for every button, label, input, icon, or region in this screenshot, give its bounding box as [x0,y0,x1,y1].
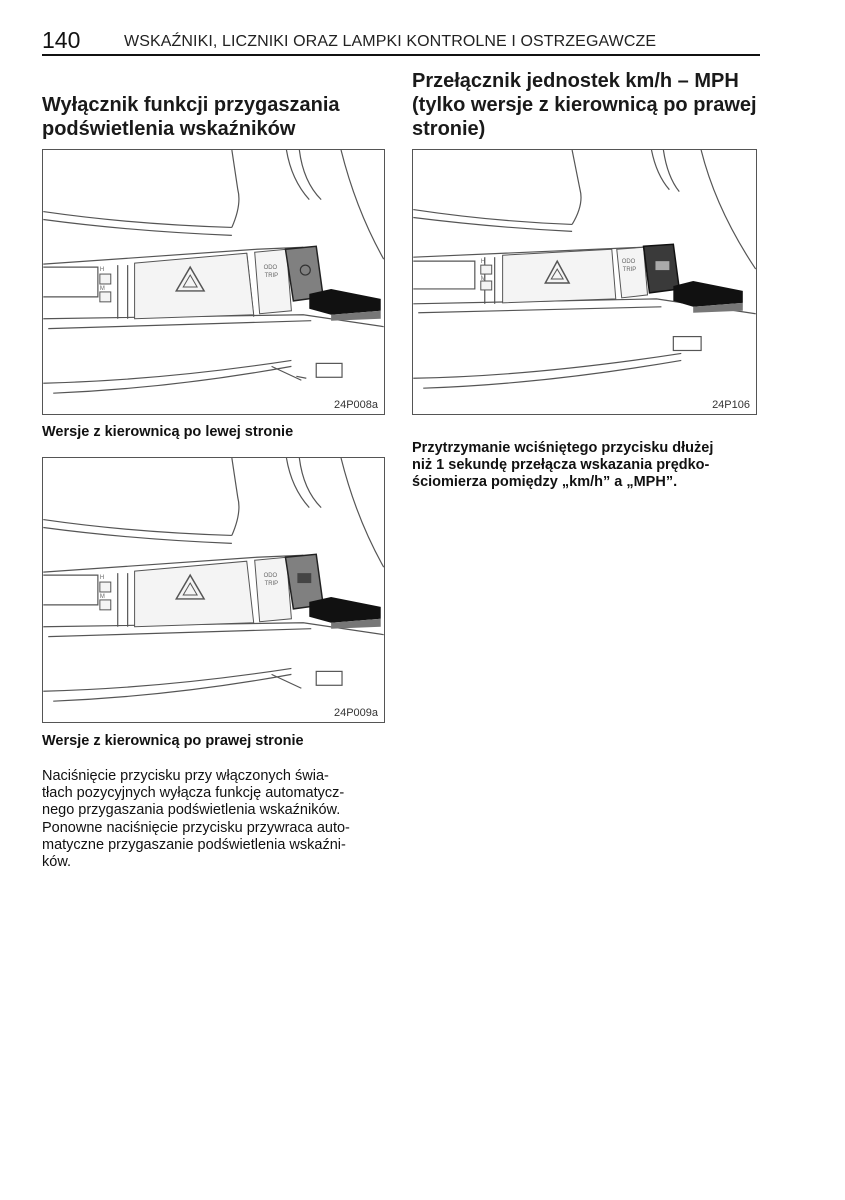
figure-dashboard-lhd [42,149,385,415]
trip-label: TRIP [264,581,279,588]
unit-switch-description [412,440,760,492]
odo-label: ODO [621,259,636,266]
text-line: niż 1 sekundę przełącza wskazania prędko- [412,457,710,474]
switch-label-m: M [99,593,105,600]
switch-label-m: M [99,285,105,292]
switch-label-h: H [99,575,105,582]
text-line: tłach pozycyjnych wyłącza funkcję automatycz- [42,785,345,802]
figure-code: 24P106 [712,399,750,411]
odo-label: ODO [263,265,278,272]
text-line: matyczne przygaszanie podświetlenia wskaźni- [42,836,346,853]
running-head: WSKAŹNIKI, LICZNIKI ORAZ LAMPKI KONTROLNE I OSTRZEGAWCZE [124,33,657,50]
figure-dashboard-rhd [42,457,385,723]
figure-caption-rhd: Wersje z kierownicą po prawej stronie [42,733,304,749]
odo-label: ODO [263,573,278,580]
page-number: 140 [42,27,81,53]
figure-caption-lhd: Wersje z kierownicą po lewej stronie [42,424,294,440]
unit-switch-button-highlight [644,244,680,293]
press-arrow-icon [309,289,380,321]
text-line: nego przygaszania podświetlenia wskaźników. [42,802,341,819]
text-line: Naciśnięcie przycisku przy włączonych świa- [42,768,329,784]
trip-label: TRIP [622,267,637,274]
page-header [42,28,760,56]
figure-code: 24P008a [333,399,378,411]
dimmer-description [42,768,387,871]
text-line: Przytrzymanie wciśniętego przycisku dłużej [412,440,714,456]
press-arrow-icon [673,281,742,313]
dashboard-illustration [413,150,756,414]
text-line: ściomierza pomiędzy „km/h” a „MPH”. [412,474,678,491]
figure-code: 24P009a [333,707,378,719]
dashboard-illustration [43,150,384,414]
press-arrow-icon [309,597,380,629]
text-line: Ponowne naciśnięcie przycisku przywraca auto- [42,819,350,836]
figure-dashboard-unit-switch [412,149,757,415]
text-line: ków. [42,854,72,871]
switch-label-h: H [99,267,105,274]
section-heading-dimmer: Wyłącznik funkcji przygaszania podświetlenia wskaźników [42,94,340,140]
section-heading-unit-switch: Przełącznik jednostek km/h – MPH (tylko wersje z kierownicą po prawej stronie) [412,70,757,140]
switch-label-h: H [480,259,486,266]
dashboard-illustration [43,458,384,722]
trip-label: TRIP [264,273,279,280]
switch-label-m: M [480,276,486,283]
